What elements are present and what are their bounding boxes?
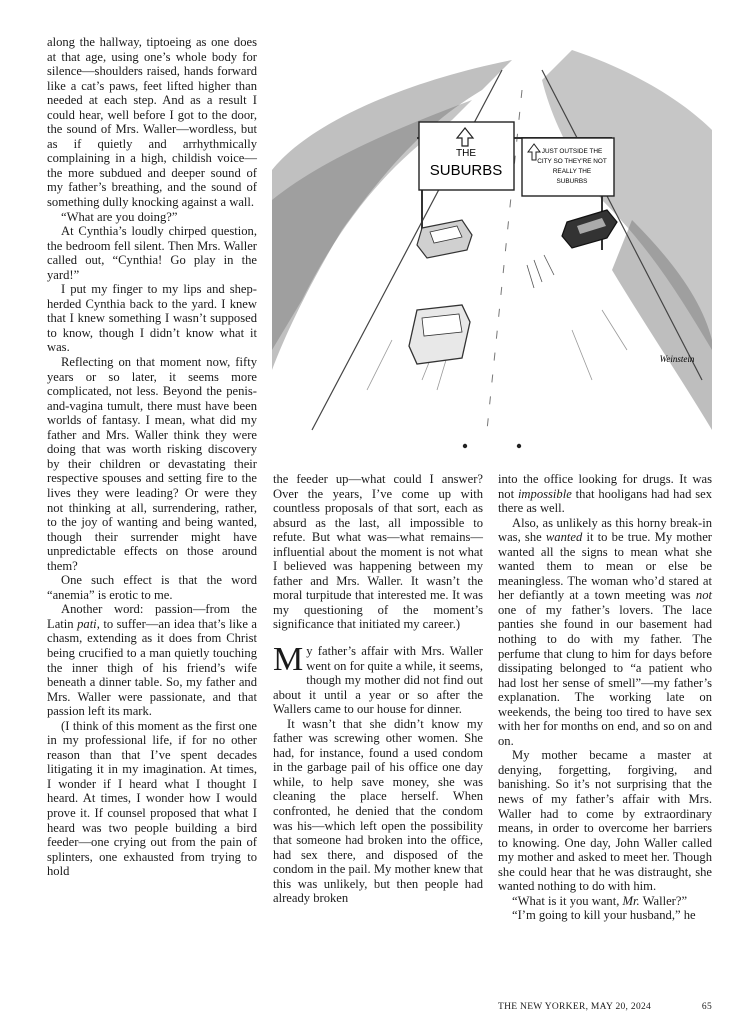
sign-text: CITY SO THEY'RE NOT xyxy=(537,158,607,165)
section-dot xyxy=(516,436,522,454)
paragraph: (I think of this moment as the first one in my professional life, if for no other reason than that I’ve spent decades litigating it in my imagination. At times, I wonder if I heard what I thought I heard. At times, I wonder how I would prove it. If counsel proposed that what I heard was two people building a bird feeder—one crying out from the pain of splinters, one exhausted from trying to hold xyxy=(47,718,257,879)
drop-cap: M xyxy=(273,641,304,679)
paragraph: My father’s affair with Mrs. Waller went on for quite a while, it seems, though my mother did not find out about it until a year or so after the Wallers came to our house for dinner. xyxy=(273,641,483,717)
article-column-2 xyxy=(273,472,483,906)
paragraph: Reflecting on that moment now, fifty years or so later, it seems more complicated, not less. Beyond the penis-and-vagina tumult, there must have been worlds of fantasy. I mean, what did my father and Mrs. Waller think they were doing that was worth risking discovery by their children or devastating their respective spouses and setting fire to the lives they were leading? Or were they not thinking at all, surrendering, rather, to the joy of wanting and being wanted, though their surrender might have unpredictable effects on those around them? xyxy=(47,355,257,573)
paragraph: “What are you doing?” xyxy=(61,209,178,224)
article-column-1 xyxy=(47,35,257,879)
article-column-3 xyxy=(498,472,712,923)
paragraph: It wasn’t that she didn’t know my father was screwing other women. She had, for instance, found a used condom in the garbage pail of his office one day while, to help save money, she was cleaning the place herself. When confronted, he denied that the condom was his—which left open the possibility that someone had broken into the office, had sex there, and disposed of the condom in the pail. My mother knew that this was unlikely, but then people had already broken xyxy=(273,716,483,906)
paragraph: “I’m going to kill your husband,” he xyxy=(512,908,696,923)
paragraph: “What is it you want, Mr. Waller?” xyxy=(512,893,688,908)
car xyxy=(562,210,617,248)
paragraph: along the hallway, tiptoeing as one does at that age, using one’s whole body for silence—shoulders raised, hands forward like a cat’s paws, feet lifted higher than needed at each step. And as a result I could hear, well before I got to the door, the sound of Mrs. Waller—wordless, but as if quietly and arrhythmically complaining in a high, childish voice—the more subdued and deeper sound of my father’s breathing, and the sound of something dully knocking against a wall. xyxy=(47,35,257,210)
sign-text: THE xyxy=(456,148,476,159)
paragraph: Another word: passion—from the Latin pati, to suffer—an idea that’s like a chasm, extending as it does from Christ being crucified to a man quietly touching the inner thigh of his friend’s wife beneath a dinner table. So, my father and Mrs. Waller were passionate, and that passion left its mark. xyxy=(47,602,257,719)
sign-text: SUBURBS xyxy=(556,178,588,185)
cartoon-illustration xyxy=(272,50,712,454)
sign-text: REALLY THE xyxy=(552,168,592,175)
section-dot xyxy=(462,436,468,454)
sign-text: JUST OUTSIDE THE xyxy=(541,148,603,155)
highway-cartoon xyxy=(272,50,712,454)
paragraph: into the office looking for drugs. It was not impossible that hooligans had had sex there as well. xyxy=(498,472,712,516)
paragraph: I put my finger to my lips and shepherded Cynthia back to the yard. I knew that I knew something I wasn’t supposed to know, though I didn’t know what it was. xyxy=(47,282,257,355)
sign-text: SUBURBS xyxy=(429,162,503,179)
page-footer xyxy=(498,1002,712,1012)
car xyxy=(409,305,470,364)
paragraph: the feeder up—what could I answer? Over the years, I’ve come up with countless proposals of that sort, each as absurd as the last, all impossible to refute. But what was—what remains—influential about the moment is not what I believed was happening between my father and Mrs. Waller. It wasn’t the moral turpitude that interested me. It was my questioning of the moment’s significance that initiated my career.) xyxy=(273,472,483,632)
page-number: 65 xyxy=(701,1002,712,1012)
car xyxy=(417,220,472,258)
paragraph: At Cynthia’s loudly chirped question, the bedroom fell silent. Then Mrs. Waller called out, “Cynthia! Go play in the yard!” xyxy=(47,224,257,282)
paragraph: One such effect is that the word “anemia” is erotic to me. xyxy=(47,573,257,602)
cartoonist-signature: Weinstein xyxy=(659,354,695,364)
paragraph: My mother became a master at denying, forgetting, forgiving, and banishing. So it’s not surprising that the news of my father’s affair with Mrs. Waller had to come by extraordinary means, in order to overcome her barriers to knowing. One day, John Waller called my mother and asked to meet her. Though she could hear that he was distraught, she wanted nothing to do with him. xyxy=(498,748,712,894)
paragraph: Also, as unlikely as this horny break-in was, she wanted it to be true. My mother wanted all the signs to mean what she wanted them to mean or else be meaningless. The woman who’d stared at her defiantly at a town meeting was not one of my father’s lovers. The lace panties she found in our basement had nothing to do with my father. The perfume that clung to him for days before dissipating belonged to “a patient who had lost her sense of smell”—my father’s explanation. The working late on weekends, the being too tired to have sex with her for months on end, and so on and on. xyxy=(498,515,712,748)
masthead-date: THE NEW YORKER, MAY 20, 2024 xyxy=(498,1002,652,1012)
